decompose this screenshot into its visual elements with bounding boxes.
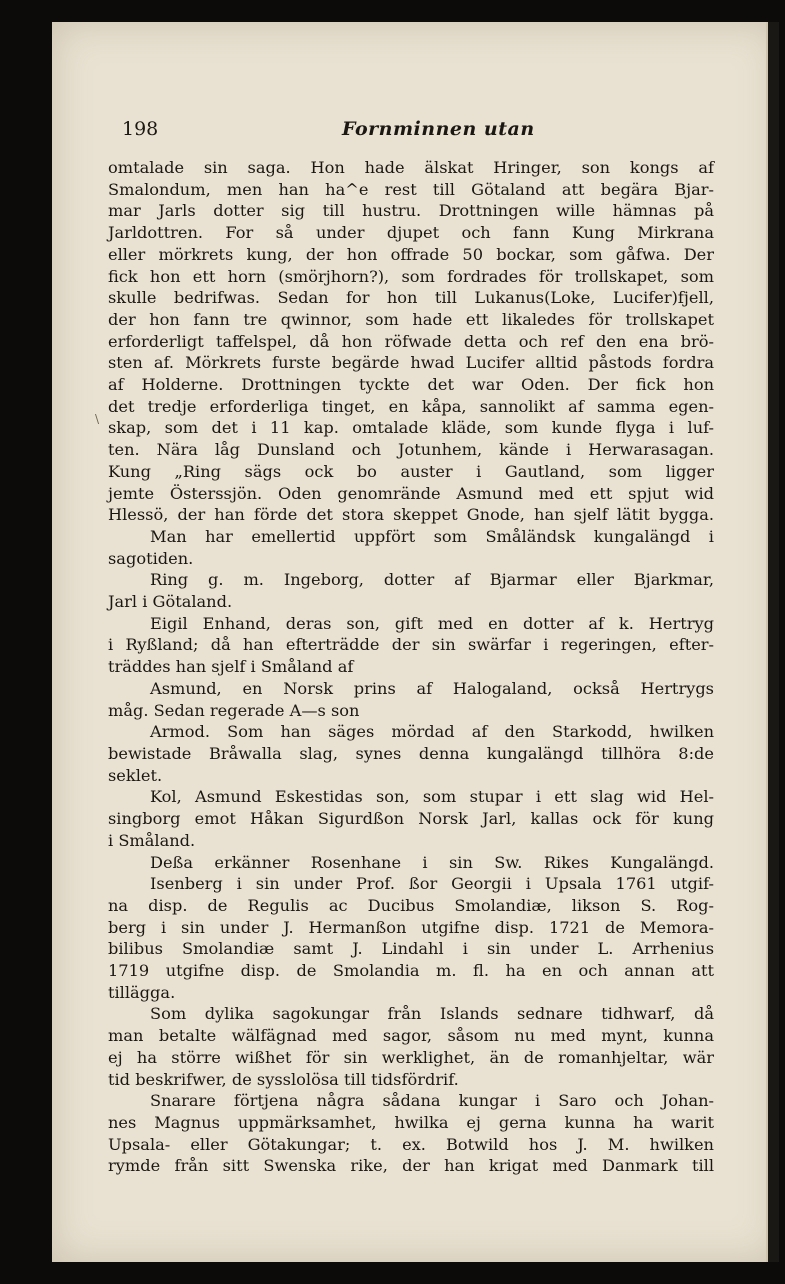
text-line: omtalade sin saga. Hon hade älskat Hringer, son kongs af	[108, 158, 714, 177]
text-line: seklet.	[108, 765, 163, 785]
text-line: erforderligt taffelspel, då hon röfwade detta och ref den ena brö-	[108, 331, 714, 351]
text-line: man betalte wälfägnad med sagor, såsom nu med mynt, kunna	[108, 1026, 714, 1046]
page-edge	[766, 22, 779, 1262]
body-text	[108, 157, 714, 1177]
text-line: skap, som det i 11 kap. omtalade kläde, som kunde flyga i luf-	[108, 418, 714, 438]
text-line: Ring g. m. Ingeborg, dotter af Bjarmar eller Bjarkmar,	[150, 570, 714, 590]
text-line: af Holderne. Drottningen tyckte det war Oden. Der fick hon	[108, 375, 714, 395]
text-line: ej ha större wißhet för sin werklighet, än de romanhjeltar, wär	[108, 1047, 714, 1067]
text-line: berg i sin under J. Hermanßon utgifne disp. 1721 de Memora-	[108, 917, 714, 937]
text-line: Jarl i Götaland.	[108, 592, 233, 612]
page-edge-line	[766, 22, 768, 1262]
text-line: Som dylika sagokungar från Islands sednare tidhwarf, då	[150, 1004, 714, 1024]
text-line: sten af. Mörkrets furste begärde hwad Lucifer alltid påstods fordra	[108, 353, 714, 373]
text-line: Smalondum, men han ha^e rest till Götaland att begära Bjar-	[108, 179, 714, 199]
text-line: det tredje erforderliga tinget, en kåpa, sannolikt af samma egen-	[108, 396, 714, 416]
text-line: Man har emellertid uppfört som Småländsk kungalängd i	[150, 526, 714, 546]
text-line: fick hon ett horn (smörjhorn?), som fordrades för trollskapet, som	[108, 266, 714, 286]
text-line: singborg emot Håkan Sigurdßon Norsk Jarl, kallas ock för kung	[108, 809, 714, 829]
text-line: ten. Nära låg Dunsland och Jotunhem, kände i Herwarasagan.	[108, 440, 714, 460]
text-line: Eigil Enhand, deras son, gift med en dotter af k. Hertryg	[150, 613, 714, 633]
text-line: tid beskrifwer, de sysslolösa till tidsfördrif.	[108, 1069, 459, 1089]
text-line: skulle bedrifwas. Sedan for hon till Lukanus(Loke, Lucifer)fjell,	[108, 288, 714, 308]
page-header	[122, 104, 684, 144]
text-line: Jarldottren. For så under djupet och fann Kung Mirkrana	[108, 223, 714, 243]
text-line: Asmund, en Norsk prins af Halogaland, också Hertrygs	[150, 678, 714, 698]
text-line: jemte Österssjön. Oden genomrände Asmund med ett spjut wid	[108, 483, 714, 503]
text-line: rymde från sitt Swenska rike, der han krigat med Danmark till	[108, 1156, 714, 1176]
text-line: Armod. Som han säges mördad af den Starkodd, hwilken	[150, 722, 714, 742]
text-line: 1719 utgifne disp. de Smolandia m. fl. ha en och annan att	[108, 961, 714, 981]
text-line: Snarare förtjena några sådana kungar i Saro och Johan-	[150, 1091, 714, 1111]
text-line: i Småland.	[108, 830, 196, 850]
text-line: Kung „Ring sägs ock bo auster i Gautland, som ligger	[108, 461, 714, 481]
text-line: na disp. de Regulis ac Ducibus Smolandiæ, likson S. Rog-	[108, 895, 714, 915]
text-line: tillägga.	[108, 982, 176, 1002]
running-head: Fornminnen utan	[342, 118, 535, 140]
page-number: 198	[122, 118, 159, 140]
text-line: eller mörkrets kung, der hon offrade 50 bockar, som gåfwa. Der	[108, 244, 714, 264]
margin-mark: \	[95, 412, 100, 426]
text-line: Isenberg i sin under Prof. ßor Georgii i Upsala 1761 utgif-	[150, 874, 714, 894]
text-line: i Ryßland; då han efterträdde der sin swärfar i regeringen, efter-	[108, 635, 714, 655]
text-line: Kol, Asmund Eskestidas son, som stupar i ett slag wid Hel-	[150, 787, 714, 807]
text-line: måg. Sedan regerade A—s son	[108, 700, 360, 720]
text-line: mar Jarls dotter sig till hustru. Drottningen wille hämnas på	[108, 201, 714, 221]
text-line: nes Magnus uppmärksamhet, hwilka ej gerna kunna ha warit	[108, 1112, 714, 1132]
text-line: der hon fann tre qwinnor, som hade ett likaledes för trollskapet	[108, 309, 714, 329]
text-line: bewistade Bråwalla slag, synes denna kungalängd tillhöra 8:de	[108, 743, 714, 763]
text-line: träddes han sjelf i Småland af	[108, 657, 354, 677]
text-line: sagotiden.	[108, 548, 194, 568]
text-line: bilibus Smolandiæ samt J. Lindahl i sin under L. Arrhenius	[108, 939, 714, 959]
text-line: Deßa erkänner Rosenhane i sin Sw. Rikes Kungalängd.	[150, 852, 714, 872]
text-line: Hlessö, der han förde det stora skeppet Gnode, han sjelf lätit bygga.	[108, 505, 714, 525]
text-line: Upsala- eller Götakungar; t. ex. Botwild hos J. M. hwilken	[108, 1134, 714, 1154]
